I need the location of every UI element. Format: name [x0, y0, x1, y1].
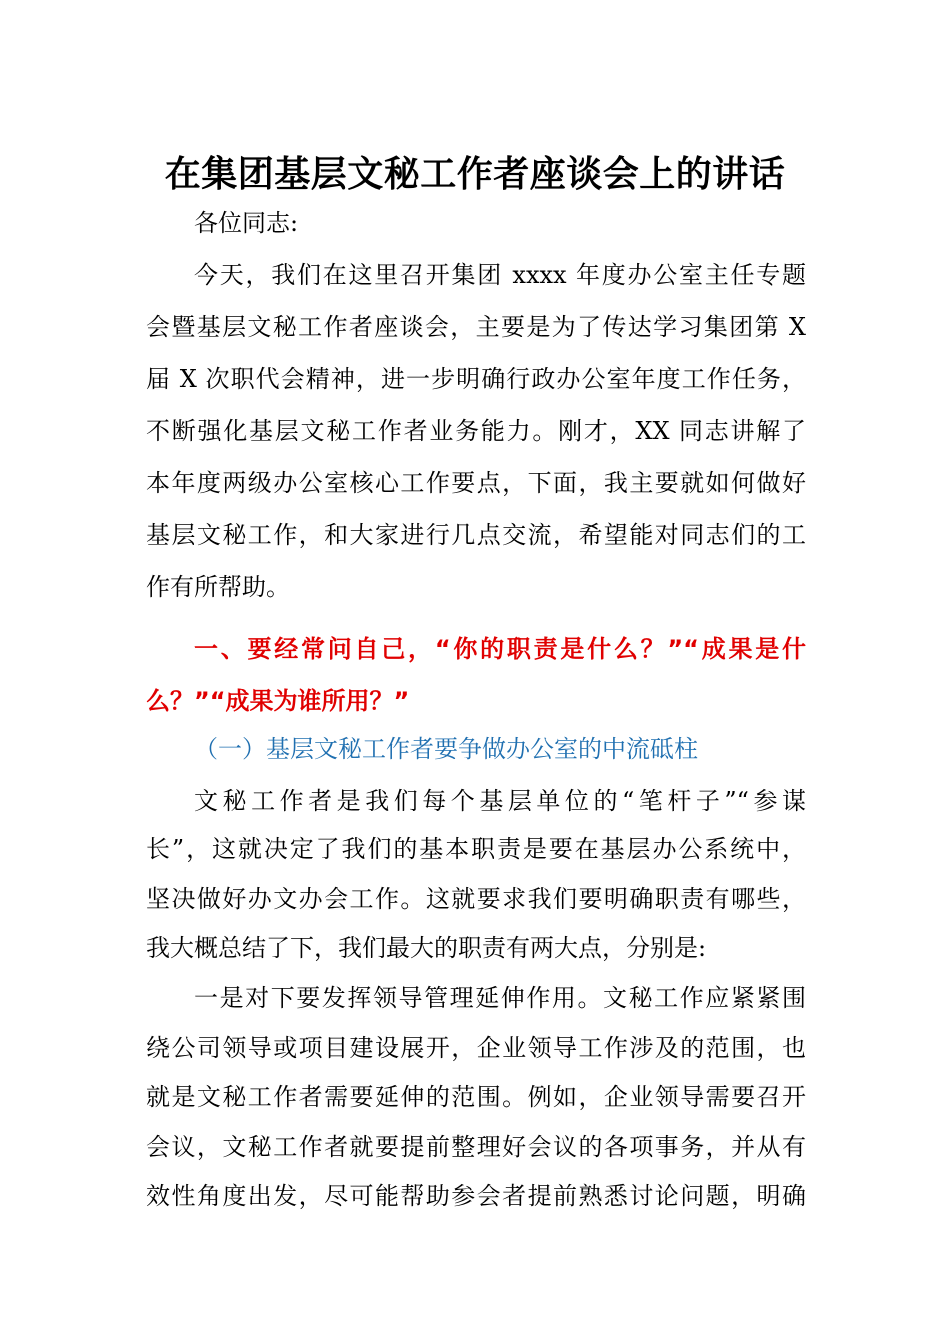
paragraph-line: 基层文秘工作，和大家进行几点交流，希望能对同志们的工: [146, 521, 806, 549]
paragraph-line: 届 X 次职代会精神，进一步明确行政办公室年度工作任务，: [146, 365, 806, 393]
paragraph-line: 作有所帮助。: [146, 573, 290, 601]
paragraph-line: 一是对下要发挥领导管理延伸作用。文秘工作应紧紧围: [194, 984, 806, 1012]
section-heading-1-cont: 么？”“成果为谁所用？”: [146, 687, 410, 715]
paragraph-line: 就是文秘工作者需要延伸的范围。例如，企业领导需要召开: [146, 1083, 806, 1111]
salutation: 各位同志:: [194, 209, 299, 237]
subsection-heading: （一）基层文秘工作者要争做办公室的中流砥柱: [194, 735, 698, 763]
paragraph-line: 效性角度出发，尽可能帮助参会者提前熟悉讨论问题，明确: [146, 1182, 806, 1210]
section-heading-1: 一、要经常问自己，“你的职责是什么？”“成果是什: [194, 635, 806, 663]
paragraph-line: 不断强化基层文秘工作者业务能力。刚才，XX 同志讲解了: [146, 417, 806, 445]
paragraph-line: 本年度两级办公室核心工作要点，下面，我主要就如何做好: [146, 469, 806, 497]
document-title: 在集团基层文秘工作者座谈会上的讲话: [164, 153, 786, 195]
paragraph-line: 我大概总结了下，我们最大的职责有两大点，分别是:: [146, 934, 707, 962]
paragraph-line: 坚决做好办文办会工作。这就要求我们要明确职责有哪些，: [146, 885, 806, 913]
paragraph-line: 绕公司领导或项目建设展开，企业领导工作涉及的范围，也: [146, 1034, 806, 1062]
paragraph-line: 长”，这就决定了我们的基本职责是要在基层办公系统中，: [146, 835, 806, 863]
paragraph-line: 会暨基层文秘工作者座谈会，主要是为了传达学习集团第 X: [146, 313, 806, 341]
paragraph-line: 会议，文秘工作者就要提前整理好会议的各项事务，并从有: [146, 1133, 806, 1161]
paragraph-line: 今天，我们在这里召开集团 xxxx 年度办公室主任专题: [194, 261, 806, 289]
paragraph-line: 文秘工作者是我们每个基层单位的“笔杆子”“参谋: [194, 787, 806, 815]
